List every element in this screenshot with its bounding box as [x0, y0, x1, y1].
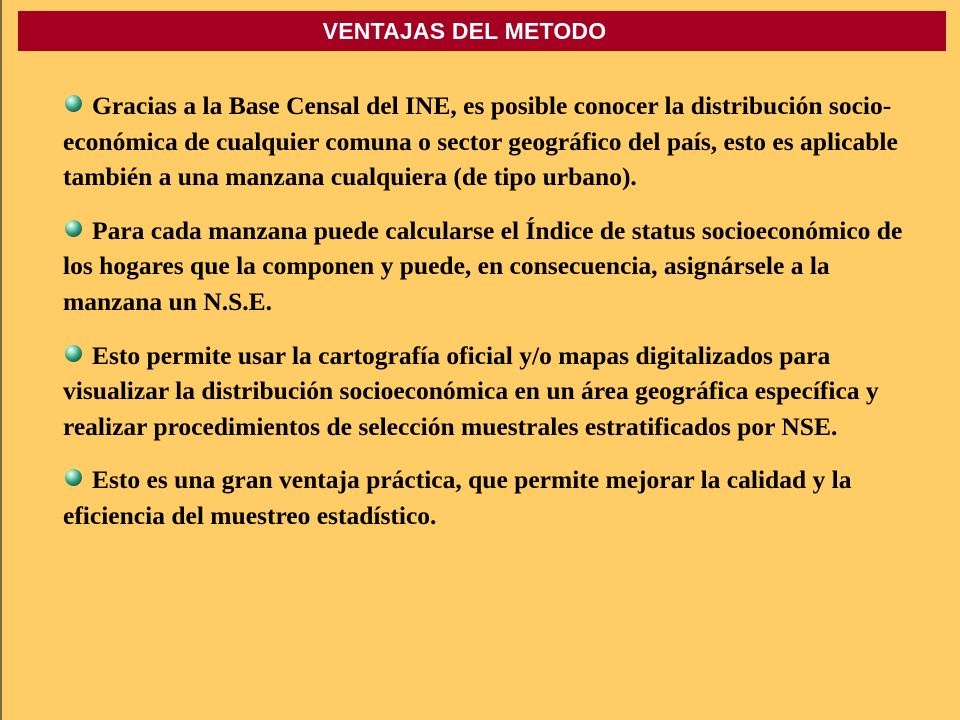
slide-title: VENTAJAS DEL METODO: [322, 17, 607, 44]
bullet-item-2: [63, 213, 913, 320]
green-sphere-bullet-icon: [65, 95, 82, 112]
title-bar: [18, 11, 946, 51]
green-sphere-bullet-icon: [65, 220, 82, 237]
bullet-text-2: Para cada manzana puede calcularse el Índice de status socioeconómico de los hogares que la componen y puede, en consecuencia, asignársele a la manzana un N.S.E.: [63, 215, 903, 316]
bullet-item-4: [63, 462, 913, 533]
green-sphere-bullet-icon: [65, 469, 82, 486]
bullet-text-4: Esto es una gran ventaja práctica, que permite mejorar la calidad y la eficiencia del muestreo estadístico.: [63, 465, 852, 530]
bullet-text-3: Esto permite usar la cartografía oficial y/o mapas digitalizados para visualizar la distribución socioeconómica en un área geográfica específica y realizar procedimientos de selección muestrales estratificados por NSE.: [63, 340, 879, 441]
green-sphere-bullet-icon: [65, 345, 82, 362]
bullet-item-1: [63, 88, 913, 195]
bullet-text-1: Gracias a la Base Censal del INE, es posible conocer la distribución socio-económica de cualquier comuna o sector geográfico del país, esto es aplicable también a una manzana cualquiera (de tipo urbano).: [63, 91, 898, 192]
bullet-list: [63, 88, 913, 552]
bullet-item-3: [63, 338, 913, 445]
